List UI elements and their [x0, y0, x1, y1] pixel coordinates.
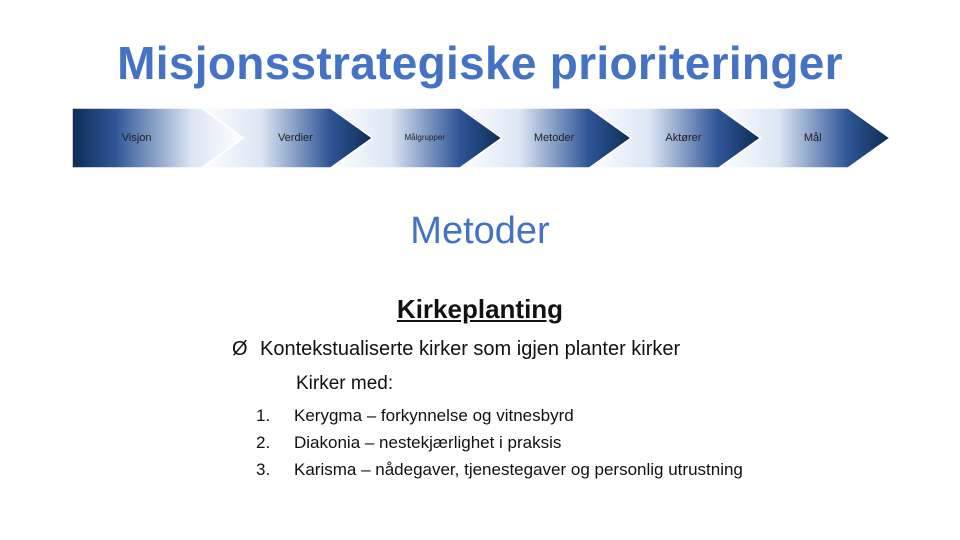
list-item: [256, 458, 743, 485]
bullet-arrow-icon: Ø: [232, 338, 248, 360]
chevron-label: Metoder: [533, 132, 575, 144]
lead-text: Kirker med:: [296, 373, 394, 394]
list-text: Karisma – nådegaver, tjenestegaver og personlig utrustning: [294, 460, 743, 479]
list-item: [256, 404, 743, 431]
list-number: 1.: [256, 406, 271, 425]
chevron-label: Aktører: [665, 132, 702, 144]
bullet-item: [232, 338, 680, 361]
chevron-label: Visjon: [121, 132, 152, 144]
subheading: Kirkeplanting: [396, 294, 564, 324]
list-text: Kerygma – forkynnelse og vitnesbyrd: [294, 406, 574, 425]
chevron-label: Målgrupper: [404, 133, 445, 142]
chevron-label: Mål: [803, 132, 822, 144]
chevron-label: Verdier: [277, 132, 313, 144]
list-item: [256, 431, 743, 458]
list-text: Diakonia – nestekjærlighet i praksis: [294, 433, 562, 452]
section-title: Metoder: [410, 210, 550, 252]
process-chevrons: [0, 0, 960, 200]
bullet-text: Kontekstualiserte kirker som igjen planter kirker: [260, 338, 681, 360]
page-title: Misjonsstrategiske prioriteringer: [117, 37, 843, 89]
list-number: 3.: [256, 460, 271, 479]
numbered-list: [256, 404, 743, 485]
list-number: 2.: [256, 433, 271, 452]
